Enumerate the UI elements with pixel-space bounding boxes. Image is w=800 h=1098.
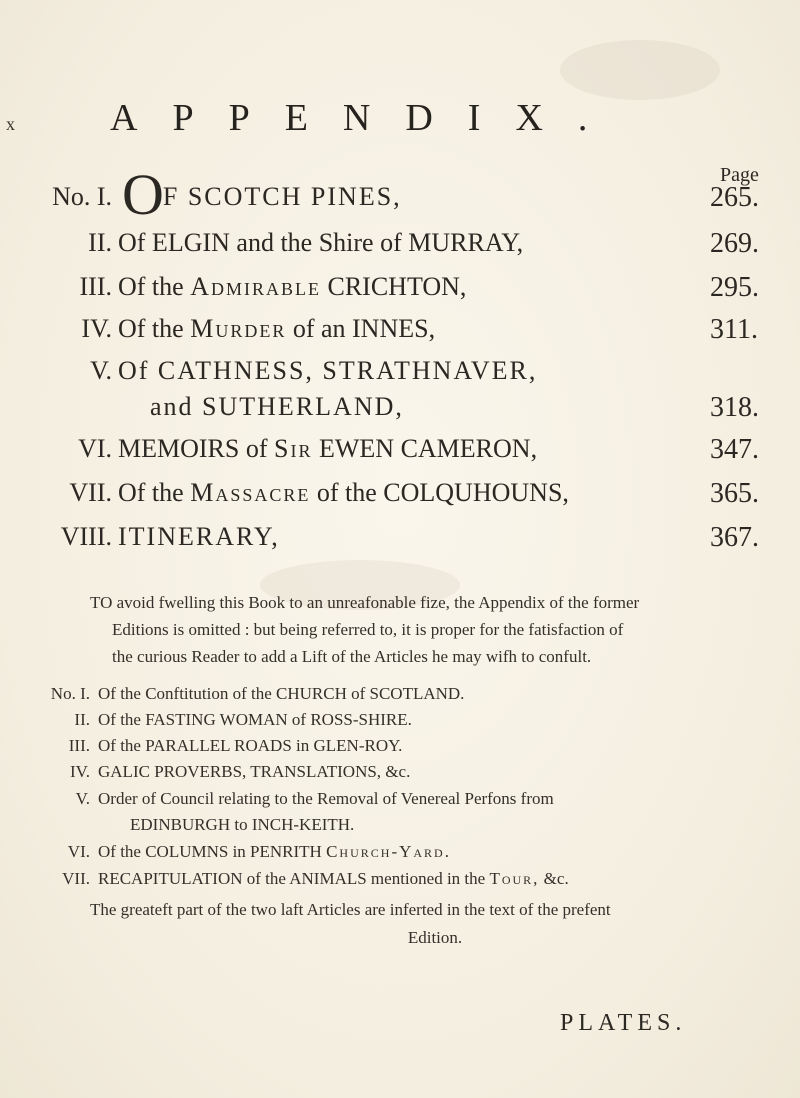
toc-entry [0,228,800,268]
toc-entry [0,356,800,396]
article-title-smallcaps: Tour, [489,869,540,888]
toc-entry-continuation [0,392,800,432]
toc-title [118,314,435,344]
article-number: V. [75,789,90,808]
note-line: The greateft part of the two laft Articles are inferted in the text of the prefent [90,900,611,919]
toc-page-number: 318. [710,392,759,423]
toc-title [118,434,537,464]
toc-title [122,162,402,227]
corner-mark: x [6,114,15,134]
toc-title: Of ELGIN and the Shire of MURRAY, [118,228,524,257]
toc-title: ITINERARY, [118,522,280,551]
toc-page-number: 347. [710,434,759,465]
toc-entry [0,314,800,354]
note-line: Edition. [407,928,463,947]
toc-title-part: Of the [118,314,191,343]
toc-title-part: CRICHTON, [320,272,467,301]
article-number: III. [68,736,90,755]
toc-title-text: F SCOTCH PINES, [162,182,402,211]
toc-number: VII. [69,478,112,507]
toc-page-number: 295. [710,272,759,303]
article-title-smallcaps: Church-Yard. [326,842,451,861]
toc-page-number: 269. [710,228,759,259]
toc-number: IV. [81,314,112,343]
toc-title-part: EWEN CAMERON, [312,434,538,463]
toc-title-smallcaps: Murder [190,314,287,343]
article-title: Of the FASTING WOMAN of ROSS-SHIRE. [98,710,412,729]
article-title-continued: EDINBURGH to INCH-KEITH. [130,815,355,834]
page-column-heading: Page [720,164,759,186]
toc-page-number: 265. [710,182,759,213]
article-title [98,842,451,862]
paper-stain [560,40,720,100]
article-title: Order of Council relating to the Removal of Venereal Perfons from [98,789,554,808]
toc-entry [0,522,800,562]
toc-entry [0,478,800,518]
toc-title [118,272,466,302]
toc-number: VIII. [60,522,112,551]
toc-title [118,478,569,508]
toc-title-continued: and SUTHERLAND, [150,392,404,421]
toc-title-smallcaps: Sir [274,434,313,463]
toc-title-part: of an INNES, [286,314,436,343]
toc-title-part: Of the [118,272,191,301]
drop-initial: O [122,162,164,227]
article-title-part: &c. [539,869,569,888]
article-number: VI. [67,842,90,861]
toc-title: Of CATHNESS, STRATHNAVER, [118,356,538,385]
toc-title-part: Of the [118,478,191,507]
toc-number: VI. [78,434,112,463]
page-title: APPENDIX. [110,97,623,139]
toc-page-number: 365. [710,478,759,509]
toc-entry [0,434,800,474]
toc-number: II. [88,228,112,257]
toc-title-smallcaps: Massacre [190,478,311,507]
article-number: No. I. [50,684,90,703]
toc-number: III. [79,272,112,301]
intro-paragraph [90,589,770,670]
article-number: IV. [70,762,90,781]
article-number: II. [74,710,90,729]
paragraph-line: Editions is omitted : but being referred to, it is proper for the fatisfaction of [112,620,624,639]
toc-entry [0,272,800,312]
toc-number: V. [90,356,112,385]
article-title: Of the PARALLEL ROADS in GLEN-ROY. [98,736,403,755]
article-title: Of the Conftitution of the CHURCH of SCOTLAND. [98,684,465,703]
catchword: PLATES. [560,1010,687,1036]
article-title [98,869,569,889]
closing-note [90,896,780,952]
paragraph-line: TO avoid fwelling this Book to an unreafonable fize, the Appendix of the former [90,593,640,612]
paragraph-line: the curious Reader to add a Lift of the Articles he may wifh to confult. [112,647,592,666]
article-title-part: RECAPITULATION of the ANIMALS mentioned in the [98,869,490,888]
toc-title-part: MEMOIRS of [118,434,275,463]
toc-title-part: of the COLQUHOUNS, [310,478,569,507]
toc-number: No. I. [52,182,112,211]
article-number: VII. [62,869,90,888]
toc-title-smallcaps: Admirable [190,272,321,301]
article-title-part: Of the COLUMNS in PENRITH [98,842,327,861]
toc-page-number: 367. [710,522,759,553]
toc-page-number: 311. [710,314,758,345]
article-title: GALIC PROVERBS, TRANSLATIONS, &c. [98,762,411,781]
